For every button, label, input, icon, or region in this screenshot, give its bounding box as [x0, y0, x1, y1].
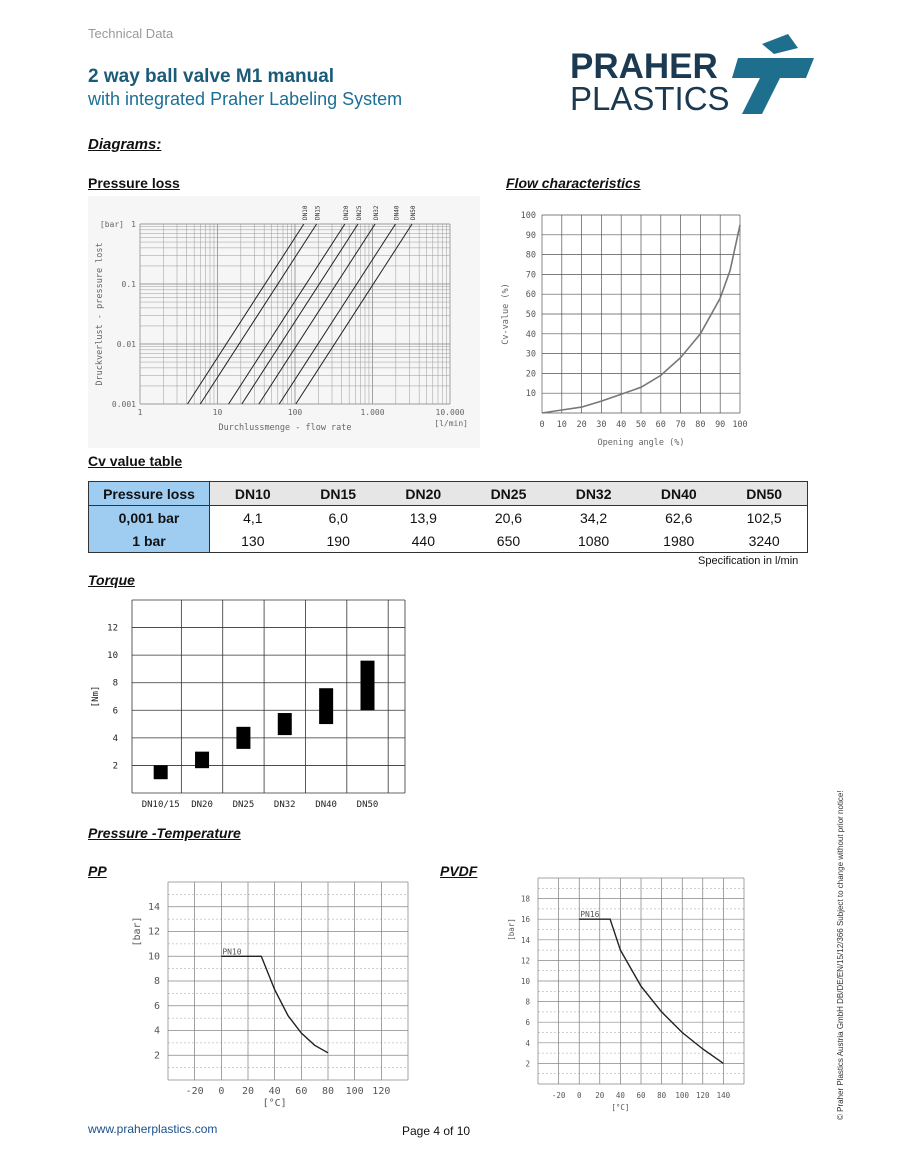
- section-label: Technical Data: [88, 26, 174, 41]
- table-header-cell: Pressure loss: [89, 482, 210, 506]
- y-tick-label: 1: [131, 220, 136, 229]
- torque-heading: Torque: [88, 572, 135, 588]
- x-tick-label: 40: [268, 1086, 281, 1097]
- x-tick-label: 10: [556, 420, 567, 430]
- table-header-cell: DN40: [636, 482, 721, 506]
- x-tick-label: 10.000: [435, 408, 465, 417]
- y-tick-label: 60: [525, 290, 536, 301]
- x-tick-label: 100: [732, 420, 748, 430]
- x-tick-label: DN10/15: [141, 800, 180, 810]
- x-tick-label: DN50: [356, 800, 379, 810]
- table-header-cell: DN25: [466, 482, 551, 506]
- x-tick-label: 0: [218, 1086, 225, 1097]
- table-note: Specification in l/min: [698, 555, 799, 567]
- series-label: PN10: [222, 947, 242, 957]
- x-tick-label: 30: [596, 420, 607, 430]
- x-tick-label: -20: [185, 1086, 204, 1097]
- x-axis-label: [°C]: [262, 1098, 287, 1109]
- table-cell: 130: [210, 529, 296, 553]
- copyright-note: © Praher Plastics Austria GmbH DB/DE/EN/15/12/366 Subject to change without prior notice!: [836, 790, 845, 1120]
- table-cell: 3240: [721, 529, 807, 553]
- x-axis-label: [°C]: [611, 1103, 630, 1112]
- series-label: DN32: [373, 205, 381, 220]
- y-tick-label: 30: [525, 349, 536, 360]
- y-axis-label: Druckverlust - pressure lost: [95, 242, 105, 386]
- logo-mark-icon: [732, 34, 814, 114]
- x-tick-label: 40: [616, 420, 627, 430]
- table-cell: 62,6: [665, 509, 693, 526]
- y-tick-label: 14: [520, 935, 530, 945]
- torque-bar: [319, 688, 333, 724]
- x-tick-label: 0: [539, 420, 545, 430]
- y-axis-label: [bar]: [132, 916, 143, 947]
- y-tick-label: 6: [112, 706, 118, 717]
- pvdf-pressure-temperature-chart: [500, 868, 750, 1114]
- table-cell: 20,6: [494, 509, 523, 526]
- y-tick-label: 100: [520, 211, 536, 221]
- table-cell: 650: [466, 529, 551, 553]
- x-tick-label: 90: [715, 420, 726, 430]
- x-tick-label: 50: [635, 420, 647, 430]
- x-tick-label: 20: [576, 420, 587, 430]
- x-tick-label: 80: [695, 420, 706, 430]
- table-header-row: [89, 482, 808, 506]
- x-tick-label: 60: [655, 420, 666, 430]
- x-tick-label: DN25: [232, 800, 255, 810]
- flow-characteristics-heading: Flow characteristics: [506, 175, 641, 191]
- torque-bar: [361, 661, 375, 711]
- y-tick-label: 10: [147, 951, 160, 963]
- series-label: DN15: [314, 205, 322, 220]
- y-tick-label: 4: [525, 1038, 530, 1048]
- table-row: [89, 529, 808, 553]
- praher-logo: [566, 26, 822, 118]
- table-header-cell: DN32: [551, 482, 636, 506]
- table-header-cell: DN10: [210, 482, 296, 506]
- x-tick-label: 70: [675, 420, 686, 430]
- series-label: DN50: [410, 205, 418, 220]
- y-axis-label: Cv-value (%): [501, 283, 511, 345]
- y-tick-label: 14: [147, 901, 160, 913]
- x-tick-label: DN40: [315, 800, 337, 810]
- x-axis-label: Opening angle (%): [597, 438, 685, 448]
- series-label: DN40: [393, 205, 401, 220]
- torque-bar: [154, 765, 168, 779]
- y-tick-label: 8: [153, 976, 160, 987]
- y-tick-label: 4: [153, 1025, 160, 1037]
- x-tick-label: 1: [137, 408, 143, 417]
- series-label: DN20: [342, 205, 350, 220]
- x-tick-label: -20: [551, 1091, 566, 1100]
- torque-bar: [236, 727, 250, 749]
- y-tick-label: 70: [525, 270, 536, 281]
- x-tick-label: 120: [372, 1086, 391, 1097]
- pp-heading: PP: [88, 863, 107, 879]
- y-tick-label: 0.01: [116, 340, 136, 349]
- x-tick-label: 1.000: [360, 408, 385, 417]
- y-tick-label: 8: [112, 678, 118, 689]
- y-tick-label: 40: [525, 329, 536, 340]
- y-tick-label: 90: [525, 230, 536, 241]
- y-tick-label: 0.001: [111, 400, 136, 409]
- y-tick-label: 4: [112, 733, 118, 744]
- y-tick-label: 10: [107, 651, 118, 662]
- table-cell: 6,0: [328, 509, 348, 526]
- table-cell: 1080: [551, 529, 636, 553]
- table-cell: 1980: [636, 529, 721, 553]
- y-tick-label: 80: [525, 250, 536, 261]
- x-tick-label: 40: [615, 1091, 625, 1100]
- y-tick-label: 6: [525, 1018, 530, 1028]
- diagrams-heading: Diagrams:: [88, 136, 162, 153]
- torque-chart: [88, 596, 418, 818]
- flow-characteristics-chart: [494, 205, 754, 453]
- table-row: [89, 506, 808, 530]
- logo-line1: PRAHER: [570, 47, 718, 86]
- x-unit: [l/min]: [434, 419, 468, 428]
- table-cell: 0,001 bar: [89, 506, 210, 530]
- pressure-loss-chart: [88, 196, 480, 448]
- page-number: Page 4 of 10: [402, 1124, 471, 1138]
- cv-table-heading: Cv value table: [88, 453, 183, 469]
- x-tick-label: 100: [345, 1086, 364, 1097]
- y-tick-label: 10: [520, 977, 530, 986]
- y-tick-label: 20: [525, 369, 536, 380]
- x-tick-label: 140: [716, 1091, 731, 1100]
- pp-pressure-temperature-chart: [126, 874, 416, 1120]
- x-tick-label: DN32: [273, 800, 296, 810]
- page-subtitle: with integrated Praher Labeling System: [88, 89, 403, 109]
- torque-bar: [195, 752, 209, 769]
- y-tick-label: 8: [525, 997, 530, 1007]
- table-header-cell: DN20: [381, 482, 466, 506]
- page-title: 2 way ball valve M1 manual: [88, 66, 335, 87]
- torque-bar: [278, 713, 292, 735]
- x-tick-label: 80: [321, 1086, 335, 1097]
- table-cell: 190: [296, 529, 381, 553]
- table-cell: 1 bar: [89, 529, 210, 553]
- x-tick-label: DN20: [191, 800, 213, 810]
- series-label: DN25: [356, 205, 364, 220]
- x-tick-label: 100: [287, 408, 303, 417]
- x-tick-label: 120: [696, 1091, 710, 1100]
- pressure-temperature-heading: Pressure -Temperature: [88, 825, 241, 841]
- pressure-loss-heading: Pressure loss: [88, 175, 180, 191]
- y-axis-label: [bar]: [507, 918, 516, 941]
- table-header-cell: DN15: [296, 482, 381, 506]
- pvdf-heading: PVDF: [440, 863, 478, 879]
- y-tick-label: 50: [525, 310, 536, 320]
- y-tick-label: 16: [520, 915, 530, 925]
- y-tick-label: 10: [525, 389, 536, 400]
- table-cell: 34,2: [579, 509, 608, 526]
- table-cell: 102,5: [746, 509, 782, 526]
- cv-value-table: [88, 481, 808, 553]
- x-axis-label: Durchlussmenge - flow rate: [218, 423, 352, 433]
- y-tick-label: 12: [107, 623, 118, 634]
- table-header-cell: DN50: [721, 482, 807, 506]
- table-cell: 4,1: [243, 509, 263, 526]
- series-label: DN10: [301, 205, 309, 220]
- y-axis-label: [Nm]: [91, 685, 101, 708]
- table-cell: 440: [381, 529, 466, 553]
- y-tick-label: 0.1: [121, 280, 136, 289]
- y-tick-label: 18: [520, 894, 530, 904]
- x-tick-label: 20: [595, 1091, 605, 1100]
- x-tick-label: 60: [636, 1091, 646, 1100]
- y-tick-label: 12: [520, 956, 530, 966]
- x-tick-label: 10: [212, 408, 223, 417]
- y-tick-label: 12: [147, 926, 160, 938]
- x-tick-label: 0: [576, 1091, 582, 1100]
- footer-link[interactable]: www.praherplastics.com: [88, 1122, 218, 1136]
- y-tick-label: 2: [153, 1050, 160, 1062]
- y-tick-label: 6: [153, 1000, 160, 1012]
- x-tick-label: 80: [657, 1091, 667, 1100]
- logo-line2: PLASTICS: [570, 80, 730, 117]
- y-tick-label: 2: [525, 1059, 530, 1069]
- x-tick-label: 100: [675, 1091, 689, 1100]
- x-tick-label: 20: [241, 1086, 255, 1097]
- y-tick-label: 2: [112, 761, 118, 772]
- table-cell: 13,9: [409, 509, 437, 526]
- y-unit: [bar]: [99, 220, 124, 229]
- x-tick-label: 60: [295, 1086, 308, 1097]
- series-label: PN16: [580, 910, 600, 920]
